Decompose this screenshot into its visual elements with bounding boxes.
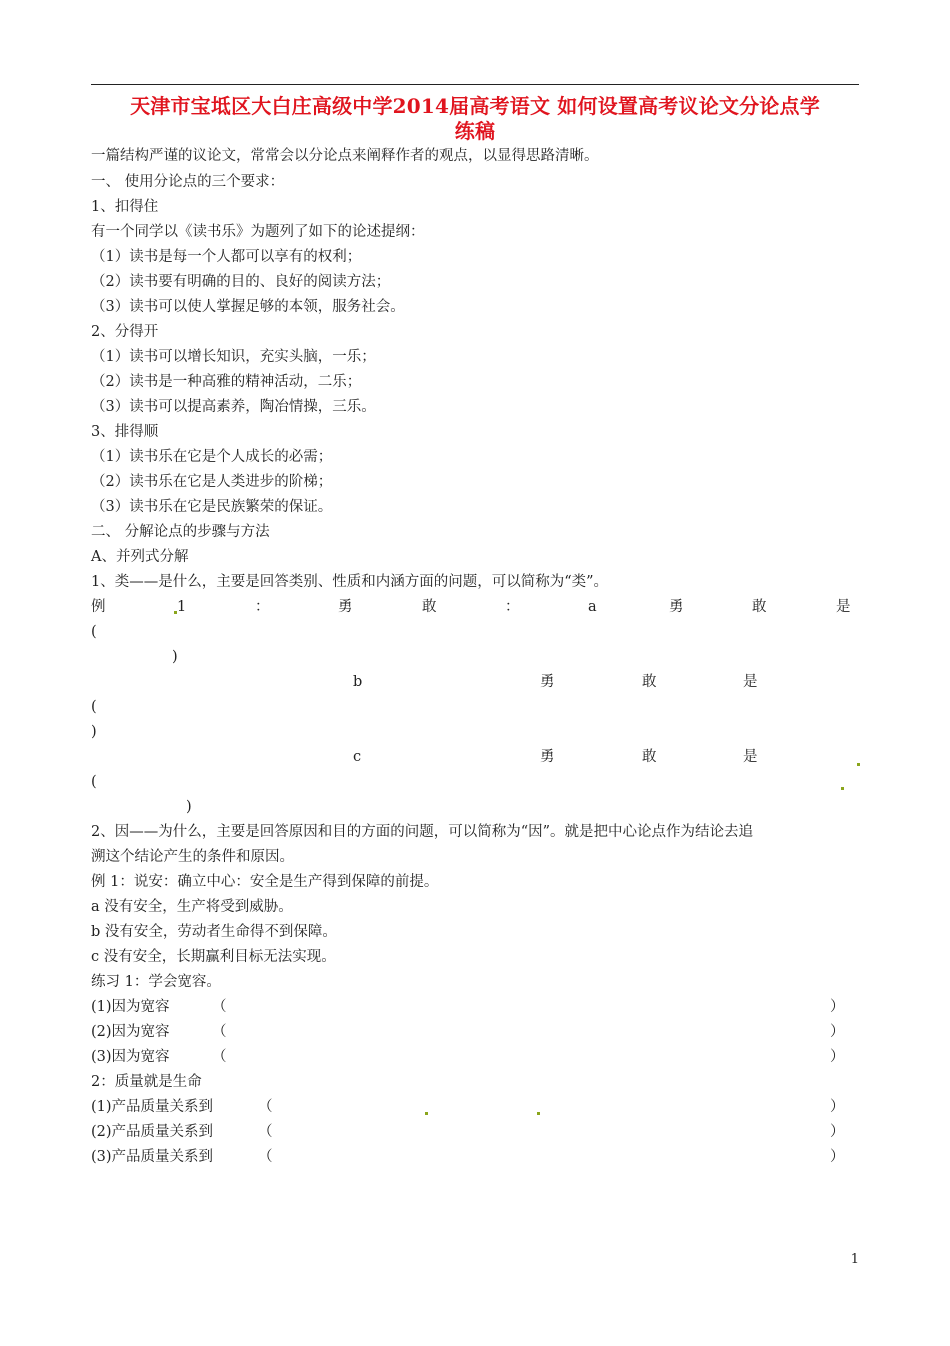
ex1-a: a bbox=[588, 599, 597, 615]
zl-paren-close: ） bbox=[830, 1099, 845, 1115]
ex1-c-gan: 敢 bbox=[642, 749, 657, 765]
artifact-dot bbox=[841, 787, 844, 790]
ex1-gan: 敢 bbox=[422, 599, 437, 615]
kr-paren-close: ） bbox=[830, 1024, 845, 1040]
ex1-c-shi: 是 bbox=[743, 749, 758, 765]
zl-paren-close: ） bbox=[830, 1124, 845, 1140]
kr-item-label: (1)因为宽容 bbox=[91, 999, 170, 1015]
req-2-item: （1）读书可以增长知识，充实头脑，一乐； bbox=[91, 349, 376, 365]
artifact-dot bbox=[425, 1112, 428, 1115]
req-3-heading: 3、排得顺 bbox=[91, 424, 159, 440]
zl-item-label: (2)产品质量关系到 bbox=[91, 1124, 214, 1140]
title-line-1: 天津市宝坻区大白庄高级中学2014届高考语文 如何设置高考议论文分论点学 bbox=[130, 94, 820, 118]
ex1-c-yong: 勇 bbox=[540, 749, 555, 765]
kr-paren-open: （ bbox=[212, 999, 227, 1015]
ex1-colon-2: ： bbox=[505, 599, 520, 615]
artifact-dot bbox=[537, 1112, 540, 1115]
req-1-intro: 有一个同学以《读书乐》为题列了如下的论述提纲： bbox=[91, 224, 425, 240]
ex1-yong: 勇 bbox=[338, 599, 353, 615]
page-number: 1 bbox=[850, 1252, 859, 1267]
ex1-a-paren-open: ( bbox=[91, 624, 97, 640]
req-2-heading: 2、分得开 bbox=[91, 324, 159, 340]
req-1-heading: 1、扣得住 bbox=[91, 199, 159, 215]
ex1-b-shi: 是 bbox=[743, 674, 758, 690]
artifact-dot bbox=[174, 611, 177, 614]
req-3-item: （3）读书乐在它是民族繁荣的保证。 bbox=[91, 499, 333, 515]
an-example: 例 1：说安：确立中心：安全是生产得到保障的前提。 bbox=[91, 874, 439, 890]
sub-a-heading: A、并列式分解 bbox=[91, 549, 189, 565]
artifact-dot bbox=[857, 763, 860, 766]
exercise-1-heading: 练习 1：学会宽容。 bbox=[91, 974, 221, 990]
zl-paren-open: （ bbox=[258, 1124, 273, 1140]
kr-item-label: (3)因为宽容 bbox=[91, 1049, 170, 1065]
kr-paren-close: ） bbox=[830, 999, 845, 1015]
zl-paren-open: （ bbox=[258, 1149, 273, 1165]
ex1-number: 1 bbox=[177, 599, 187, 615]
ex1-c: c bbox=[353, 749, 362, 765]
section-1-heading: 一、 使用分论点的三个要求： bbox=[91, 174, 285, 190]
kr-paren-open: （ bbox=[212, 1024, 227, 1040]
kr-paren-close: ） bbox=[830, 1049, 845, 1065]
yin-text-2: 溯这个结论产生的条件和原因。 bbox=[91, 849, 294, 865]
ex1-b-paren-close: ) bbox=[91, 724, 97, 740]
req-1-item: （3）读书可以使人掌握足够的本领，服务社会。 bbox=[91, 299, 405, 315]
zl-item-label: (1)产品质量关系到 bbox=[91, 1099, 214, 1115]
req-1-item: （1）读书是每一个人都可以享有的权利； bbox=[91, 249, 362, 265]
page-title bbox=[91, 94, 859, 144]
zl-paren-open: （ bbox=[258, 1099, 273, 1115]
req-3-item: （2）读书乐在它是人类进步的阶梯； bbox=[91, 474, 333, 490]
ex1-a-paren-close: ) bbox=[172, 649, 178, 665]
zl-item-label: (3)产品质量关系到 bbox=[91, 1149, 214, 1165]
ex1-c-paren-open: ( bbox=[91, 774, 97, 790]
req-1-item: （2）读书要有明确的目的、良好的阅读方法； bbox=[91, 274, 391, 290]
ex1-b: b bbox=[353, 674, 363, 690]
ex1-b-gan: 敢 bbox=[642, 674, 657, 690]
req-2-item: （2）读书是一种高雅的精神活动，二乐； bbox=[91, 374, 362, 390]
ex1-a-shi: 是 bbox=[836, 599, 851, 615]
an-item: a 没有安全，生产将受到威胁。 bbox=[91, 899, 293, 915]
yin-text-1: 2、因——为什么，主要是回答原因和目的方面的问题，可以简称为“因”。就是把中心论点作为结论去追 bbox=[91, 824, 754, 840]
ex1-colon: ： bbox=[255, 599, 270, 615]
an-item: b 没有安全，劳动者生命得不到保障。 bbox=[91, 924, 337, 940]
lei-text: 1、类——是什么，主要是回答类别、性质和内涵方面的问题，可以简称为“类”。 bbox=[91, 574, 609, 590]
req-3-item: （1）读书乐在它是个人成长的必需； bbox=[91, 449, 333, 465]
kr-item-label: (2)因为宽容 bbox=[91, 1024, 170, 1040]
ex1-a-gan: 敢 bbox=[752, 599, 767, 615]
ex1-b-paren-open: ( bbox=[91, 699, 97, 715]
header-rule bbox=[91, 84, 859, 85]
ex1-label: 例 bbox=[91, 599, 106, 615]
title-line-2: 练稿 bbox=[454, 119, 496, 143]
quality-heading: 2：质量就是生命 bbox=[91, 1074, 202, 1090]
ex1-c-paren-close: ) bbox=[186, 799, 192, 815]
section-2-heading: 二、 分解论点的步骤与方法 bbox=[91, 524, 270, 540]
ex1-a-yong: 勇 bbox=[669, 599, 684, 615]
an-item: c 没有安全，长期赢利目标无法实现。 bbox=[91, 949, 336, 965]
kr-paren-open: （ bbox=[212, 1049, 227, 1065]
zl-paren-close: ） bbox=[830, 1149, 845, 1165]
intro-text: 一篇结构严谨的议论文，常常会以分论点来阐释作者的观点，以显得思路清晰。 bbox=[91, 148, 599, 164]
ex1-b-yong: 勇 bbox=[540, 674, 555, 690]
req-2-item: （3）读书可以提高素养，陶冶情操，三乐。 bbox=[91, 399, 376, 415]
